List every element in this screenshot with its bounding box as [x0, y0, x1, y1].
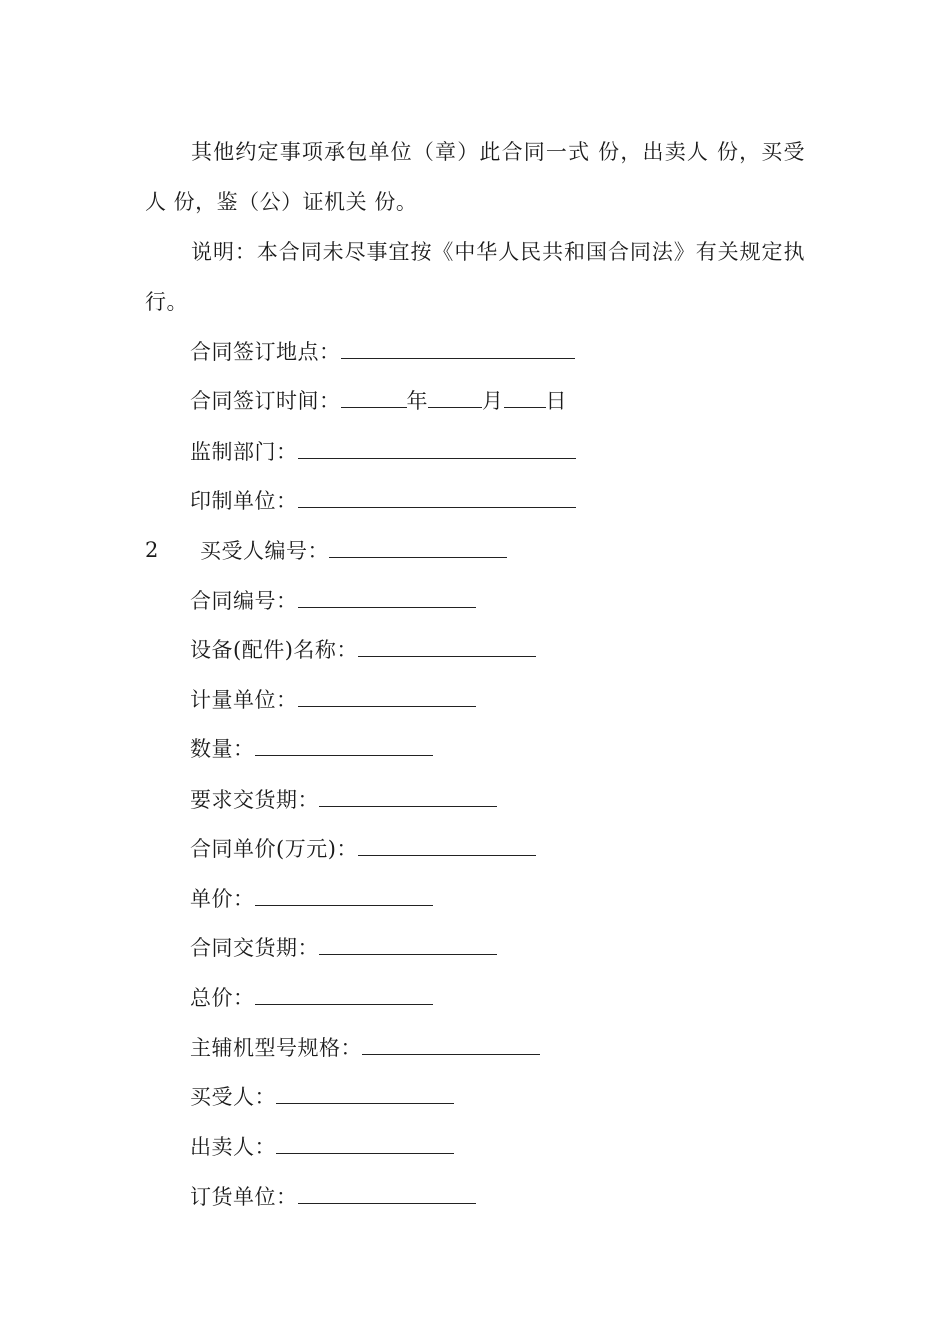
model-spec-blank — [362, 1032, 540, 1055]
unit-field — [190, 684, 476, 714]
sign-place-label: 合同签订地点： — [190, 340, 341, 364]
contract-delivery-field — [190, 932, 497, 962]
buyer-field — [190, 1081, 454, 1111]
supervisor-label: 监制部门： — [190, 440, 298, 464]
day-blank — [504, 385, 546, 408]
month-label: 月 — [482, 389, 504, 413]
equipment-name-field — [190, 634, 536, 664]
unit-price-field — [190, 883, 433, 913]
contract-no-blank — [298, 585, 476, 608]
quantity-field — [190, 733, 433, 763]
total-price-field — [190, 982, 433, 1012]
printer-blank — [298, 485, 576, 508]
order-unit-field — [190, 1181, 476, 1211]
model-spec-field — [190, 1032, 540, 1062]
order-unit-label: 订货单位： — [190, 1185, 298, 1209]
contract-no-field — [190, 585, 476, 615]
contract-delivery-blank — [319, 932, 497, 955]
unit-price-label: 单价： — [190, 887, 255, 911]
year-label: 年 — [406, 389, 428, 413]
sign-place-blank — [341, 336, 575, 359]
equipment-name-blank — [358, 634, 536, 657]
buyer-label: 买受人： — [190, 1085, 276, 1109]
req-delivery-label: 要求交货期： — [190, 788, 319, 812]
contract-no-label: 合同编号： — [190, 589, 298, 613]
req-delivery-field — [190, 784, 497, 814]
seller-field — [190, 1131, 454, 1161]
supervisor-blank — [298, 436, 576, 459]
seller-label: 出卖人： — [190, 1135, 276, 1159]
unit-blank — [298, 684, 476, 707]
quantity-label: 数量： — [190, 737, 255, 761]
equipment-name-label: 设备(配件)名称： — [190, 638, 358, 662]
model-spec-label: 主辅机型号规格： — [190, 1036, 362, 1060]
item-number: 2 — [145, 538, 159, 562]
order-unit-blank — [298, 1181, 476, 1204]
other-terms-paragraph: 其他约定事项承包单位（章）此合同一式 份，出卖人 份，买受人 份，鉴（公）证机关 份。 — [145, 140, 805, 214]
sign-time-field — [190, 385, 567, 415]
contract-price-blank — [358, 833, 536, 856]
seller-blank — [276, 1131, 454, 1154]
contract-price-field — [190, 833, 536, 863]
sign-time-label: 合同签订时间： — [190, 389, 341, 413]
printer-field — [190, 485, 576, 515]
unit-label: 计量单位： — [190, 688, 298, 712]
buyer-blank — [276, 1081, 454, 1104]
quantity-blank — [255, 733, 433, 756]
unit-price-blank — [255, 883, 433, 906]
contract-delivery-label: 合同交货期： — [190, 936, 319, 960]
buyer-no-field — [200, 535, 507, 565]
sign-place-field — [190, 336, 575, 366]
year-blank — [341, 385, 407, 408]
printer-label: 印制单位： — [190, 489, 298, 513]
explanation-paragraph: 说明：本合同未尽事宜按《中华人民共和国合同法》有关规定执行。 — [145, 240, 805, 314]
contract-price-label: 合同单价(万元)： — [190, 837, 358, 861]
req-delivery-blank — [319, 784, 497, 807]
buyer-no-blank — [329, 535, 507, 558]
month-blank — [428, 385, 482, 408]
total-price-label: 总价： — [190, 986, 255, 1010]
buyer-no-label: 买受人编号： — [200, 539, 329, 563]
total-price-blank — [255, 982, 433, 1005]
supervisor-field — [190, 436, 576, 466]
day-label: 日 — [545, 389, 567, 413]
